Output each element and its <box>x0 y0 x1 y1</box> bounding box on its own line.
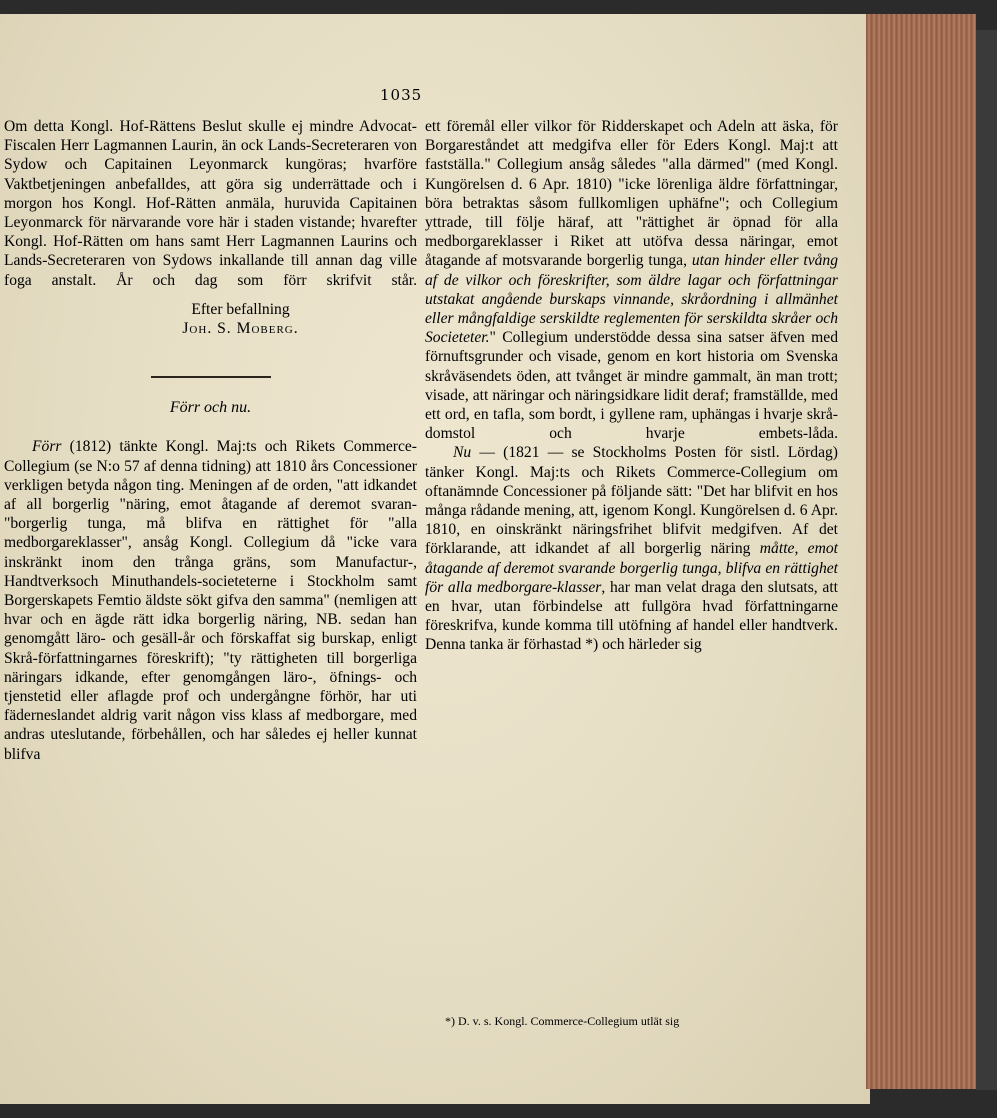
right-paragraph-2-b: , har man velat draga den slutsats, att en hvar, utan förbindelse att fullgöra hvad författningarne föreskrifva, kunde komma till utöfning af handel eller handtverk. Denna tanka är förhastad *) och härleder sig <box>425 578 838 654</box>
forr-lead: Förr <box>32 438 62 456</box>
signoff: Efter befallning <box>191 300 290 318</box>
left-column <box>4 117 417 764</box>
right-paragraph-2 <box>425 443 838 654</box>
right-paragraph-1 <box>425 117 838 443</box>
left-paragraph-1: Om detta Kongl. Hof-Rättens Beslut skulle ej mindre Advocat-Fiscalen Herr Lagmannen Laurin, än ock Lands-Secreteraren von Sydow och Capitainen Leyonmarck kungöras; hvarföre Vaktbetjeningen anbefalldes, att göra sig underrättade och i morgon hos Kongl. Hof-Rätten anmäla, huruvida Capitainen Leyonmarck för närvarande vore här i staden vistande; hvarefter Kongl. Hof-Rätten om hans samt Herr Lagmannen Laurins och Lands-Secreteraren von Sydows inkallande till annan dag ville foga anstalt. År och dag som förr skrifvit står. <box>4 118 417 289</box>
right-paragraph-1-a: ett föremål eller vilkor för Ridderskapet och Adeln att äska, för Borgareståndet att medgifva eller för Eders Kongl. Maj:t att fastställa." Collegium ansåg således "alla därmed" (med Kongl. Kungörelsen d. 6 Apr. 1810) "icke lörenliga äldre författningar, böra betraktas såsom fullkomligen uphäfne"; och Collegium yttrade, till följe häraf, att "rättighet är öpnad för alla medborgareklasser i Riket att utöfva dessa näringar, emot åtagande af motsvarande borgerlig tunga, <box>425 118 838 270</box>
book-fore-edge <box>866 14 976 1089</box>
left-paragraph-2 <box>4 437 417 763</box>
book-edge-shadow <box>976 30 997 1090</box>
signoff-name: Joh. S. Moberg. <box>182 320 299 338</box>
left-paragraph-2-text: (1812) tänkte Kongl. Maj:ts och Rikets Commerce-Collegium (se N:o 57 af denna tidning) att 1810 års Concessioner verkligen betyda någon ting. Meningen af de orden, "att idkandet af all borgerlig "näring, emot åtagande af deremot svaran- "borgerlig tunga, må blifva en rättighet för "alla medborgareklasser", ansåg Kongl. Collegium då "icke vara inskränkt inom den trånga gräns, som Manufactur-, Handtverksoch Minuthandels-societeterne i Stockholm samt Borgerskapets Femtio äldste sökt gifva den samma" (nemligen att hvar och en ägde rätt idka borgerlig näring, NB. sedan han genomgått läro- och gesäll-år och förskaffat sig burskap, enligt Skrå-författningarnes föreskrift); "ty rättigheten till borgerliga näringars idkande, efter genomgången läro-, öfnings- och tjenstetid eller aflagde prof och undergångne förhör, har uti fäderneslandet aldrig varit någon viss klass af medborgare, med andras uteslutande, förbehållen, och har således ej heller kunnat blifva <box>4 438 417 763</box>
right-paragraph-1-italic: utan hinder eller tvång af de vilkor och föreskrifter, som äldre lagar och författningar utstakat angående burskaps vinnande, skråordning i allmänhet eller mångfaldige serskildte reglementen för serskildta skråer och Societeter. <box>425 252 839 347</box>
section-title: Förr och nu. <box>169 399 252 417</box>
right-paragraph-2-italic: måtte, emot åtagande af deremot svarande borgerlig tunga, blifva en rättighet för alla medborgare-klasser <box>425 540 838 596</box>
right-paragraph-2-a: — (1821 — se Stockholms Posten för sistl. Lördag) tänker Kongl. Maj:ts och Rikets Commerce-Collegium om oftanämnde Concessioner på följande sätt: "Det har blifvit en hos många rådande mening, att, igenom Kongl. Kungörelsen d. 6 Apr. 1810, en oinskränkt näringsfrihet blifvit medgifven. Af det förklarande, att idkandet af all borgerlig näring <box>425 444 838 558</box>
nu-lead: Nu <box>453 444 472 462</box>
right-column <box>425 117 838 655</box>
page-number: 1035 <box>380 86 423 104</box>
right-paragraph-1-b: " Collegium understödde dessa sina satser äfven med förnuftsgrunder och visade, genom en kort historia om Svenska skråväsendets öden, att tvånget är mindre gammalt, än man trott; visade, att näringar och näringsidkare lidit deraf; framställde, med ett ord, en tafla, som bordt, i gyllene ram, uphängas i hvarje skrå-domstol och hvarje embets-låda. <box>425 329 838 443</box>
section-divider <box>151 376 271 378</box>
footnote: *) D. v. s. Kongl. Commerce-Collegium utlät sig <box>445 1014 680 1028</box>
